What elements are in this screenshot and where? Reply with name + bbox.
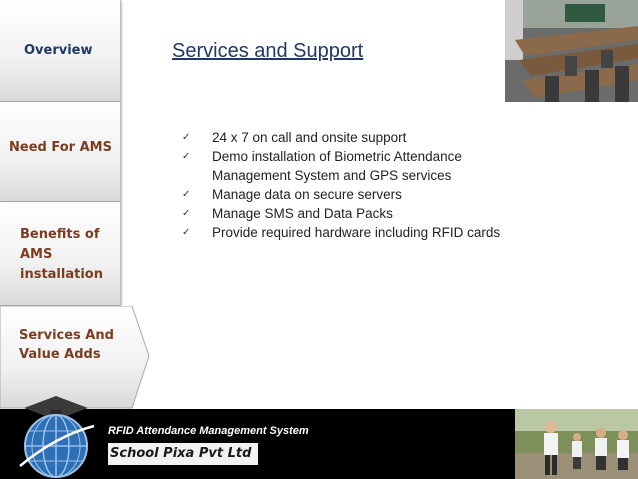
nav-tab-overview-label: Overview [24,43,93,58]
nav-tab-need-for-ams-label: Need For AMS [9,140,112,155]
services-bullet-list [182,128,542,242]
nav-tab-benefits-label: Benefits of AMS installation [20,227,103,282]
checkmark-icon: ✓ [182,151,191,162]
nav-tab-overview[interactable] [0,0,121,102]
checkmark-icon: ✓ [182,227,191,238]
nav-tab-benefits[interactable] [0,202,121,306]
footer-brand: School Pixa Pvt Ltd [108,443,258,465]
nav-tab-need-for-ams[interactable] [0,102,121,202]
checkmark-icon: ✓ [182,189,191,200]
list-item: ✓ 24 x 7 on call and onsite support [182,130,407,145]
list-item: ✓ Manage data on secure servers [182,187,402,202]
students-photo [515,409,638,479]
footer-subtitle: RFID Attendance Management System [108,425,309,437]
list-item: ✓ Demo installation of Biometric Attendance Management System and GPS services [182,149,462,183]
list-item: ✓ Manage SMS and Data Packs [182,206,393,221]
nav-tab-services[interactable] [0,306,150,409]
nav-tab-services-label: Services And Value Adds [19,328,114,362]
checkmark-icon: ✓ [182,208,191,219]
slide-title: Services and Support [172,40,364,62]
list-item: ✓ Provide required hardware including RFID cards [182,225,501,240]
checkmark-icon: ✓ [182,132,191,143]
classroom-desks-photo [505,0,638,102]
globe-graduation-cap-icon [16,396,96,479]
